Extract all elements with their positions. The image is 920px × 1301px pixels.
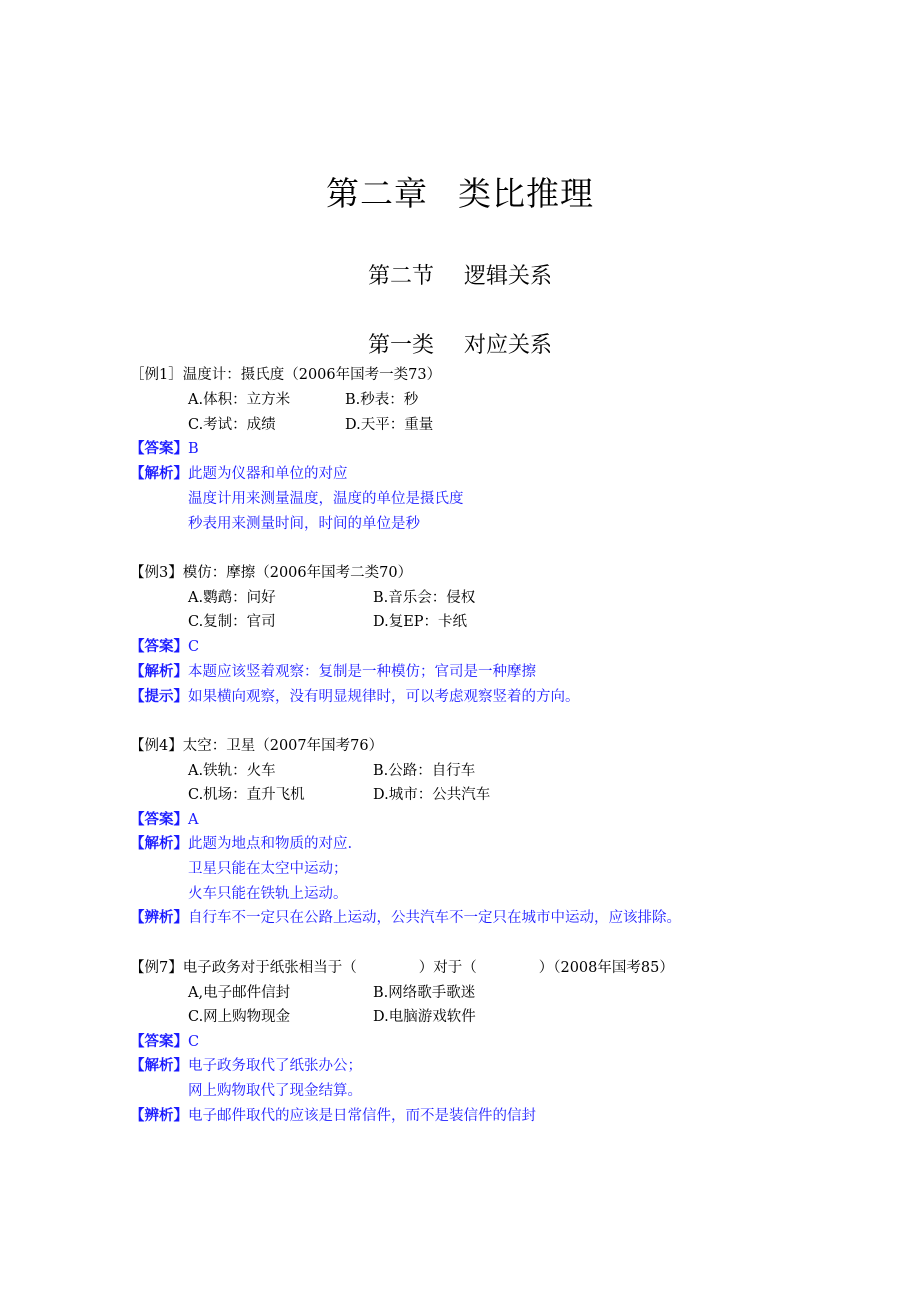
answer-tag: 【答案】 (130, 440, 188, 457)
example-4-options-row-1 (188, 760, 475, 782)
example-7-options-row-1 (188, 982, 475, 1004)
option-d: D.电脑游戏软件 (373, 1009, 476, 1025)
analysis-text: 本题应该竖着观察：复制是一种模仿；官司是一种摩擦 (188, 664, 536, 680)
example-4-analysis (130, 833, 352, 855)
discern-tag: 【辨析】 (130, 1107, 188, 1124)
question-text: 太空：卫星（2007年国考76） (182, 738, 384, 754)
example-1-question (130, 364, 441, 386)
chapter-number: 第二章 (326, 174, 428, 213)
option-c: C.考试：成绩 (188, 417, 276, 433)
option-a: A,电子邮件信封 (188, 985, 291, 1001)
example-3-answer (130, 636, 199, 658)
chapter-heading (0, 172, 920, 216)
question-text: 模仿：摩擦（2006年国考二类70） (182, 565, 413, 581)
hint-tag: 【提示】 (130, 688, 188, 705)
option-a: A.铁轨：火车 (188, 763, 276, 779)
example-1-analysis-line-2: 温度计用来测量温度，温度的单位是摄氏度 (188, 491, 464, 507)
analysis-tag: 【解析】 (130, 835, 188, 852)
discern-tag: 【辨析】 (130, 909, 188, 926)
example-1-options-row-1 (188, 389, 418, 411)
example-4-question (130, 735, 383, 757)
question-part-2: ）对于（ (418, 960, 477, 976)
category-number: 第一类 (367, 333, 434, 358)
example-1-answer (130, 438, 199, 460)
hint-text: 如果横向观察，没有明显规律时，可以考虑观察竖着的方向。 (188, 689, 580, 705)
example-1-analysis-line-3: 秒表用来测量时间，时间的单位是秒 (188, 516, 420, 532)
example-7-discern (130, 1105, 536, 1127)
answer-value: A (188, 812, 199, 828)
example-7-question (130, 957, 674, 979)
answer-tag: 【答案】 (130, 638, 188, 655)
question-part-1: 电子政务对于纸张相当于（ (182, 960, 357, 976)
example-1-options-row-2 (188, 414, 433, 436)
option-c: C.复制：官司 (188, 614, 276, 630)
example-label: 【例4】 (130, 738, 183, 754)
example-7-analysis (130, 1055, 362, 1077)
discern-text: 自行车不一定只在公路上运动，公共汽车不一定只在城市中运动，应该排除。 (188, 910, 681, 926)
option-b: B.音乐会：侵权 (373, 590, 476, 606)
example-3-analysis (130, 661, 536, 683)
answer-tag: 【答案】 (130, 1033, 188, 1050)
category-heading (0, 331, 920, 361)
discern-text: 电子邮件取代的应该是日常信件，而不是装信件的信封 (188, 1108, 536, 1124)
example-7-analysis-line-2: 网上购物取代了现金结算。 (188, 1083, 362, 1099)
example-4-analysis-line-2: 卫星只能在太空中运动； (188, 861, 348, 877)
answer-value: C (188, 1034, 200, 1050)
chapter-name: 类比推理 (458, 174, 594, 213)
analysis-text: 此题为仪器和单位的对应 (188, 466, 348, 482)
answer-value: B (188, 441, 199, 457)
example-1-analysis (130, 463, 348, 485)
answer-value: C (188, 639, 200, 655)
example-label: ［例1］ (130, 367, 183, 383)
option-b: B.秒表：秒 (345, 392, 419, 408)
question-part-3: ）（2008年国考85） (538, 960, 674, 976)
answer-tag: 【答案】 (130, 811, 188, 828)
section-number: 第二节 (367, 264, 434, 289)
category-name: 对应关系 (464, 333, 553, 358)
example-label: 【例3】 (130, 565, 183, 581)
option-c: C.网上购物现金 (188, 1009, 291, 1025)
option-b: B.公路：自行车 (373, 763, 476, 779)
example-3-question (130, 562, 412, 584)
example-4-options-row-2 (188, 784, 490, 806)
example-4-analysis-line-3: 火车只能在铁轨上运动。 (188, 886, 348, 902)
example-4-answer (130, 809, 198, 831)
option-d: D.天平：重量 (345, 417, 434, 433)
section-heading (0, 262, 920, 292)
example-3-options-row-2 (188, 611, 467, 633)
question-text: 温度计：摄氏度（2006年国考一类73） (182, 367, 442, 383)
example-3-options-row-1 (188, 587, 475, 609)
analysis-text: 此题为地点和物质的对应. (188, 836, 353, 852)
example-4-discern (130, 907, 681, 929)
option-b: B.网络歌手歌迷 (373, 985, 476, 1001)
section-name: 逻辑关系 (464, 264, 553, 289)
example-3-hint (130, 686, 580, 708)
option-c: C.机场：直升飞机 (188, 787, 305, 803)
example-7-options-row-2 (188, 1006, 476, 1028)
analysis-tag: 【解析】 (130, 1057, 188, 1074)
option-a: A.鹦鹉：问好 (188, 590, 276, 606)
option-a: A.体积：立方米 (188, 392, 291, 408)
example-7-answer (130, 1031, 199, 1053)
option-d: D.复EP：卡纸 (373, 614, 468, 630)
analysis-text: 电子政务取代了纸张办公； (188, 1058, 362, 1074)
example-label: 【例7】 (130, 960, 183, 976)
analysis-tag: 【解析】 (130, 465, 188, 482)
option-d: D.城市：公共汽车 (373, 787, 491, 803)
analysis-tag: 【解析】 (130, 663, 188, 680)
